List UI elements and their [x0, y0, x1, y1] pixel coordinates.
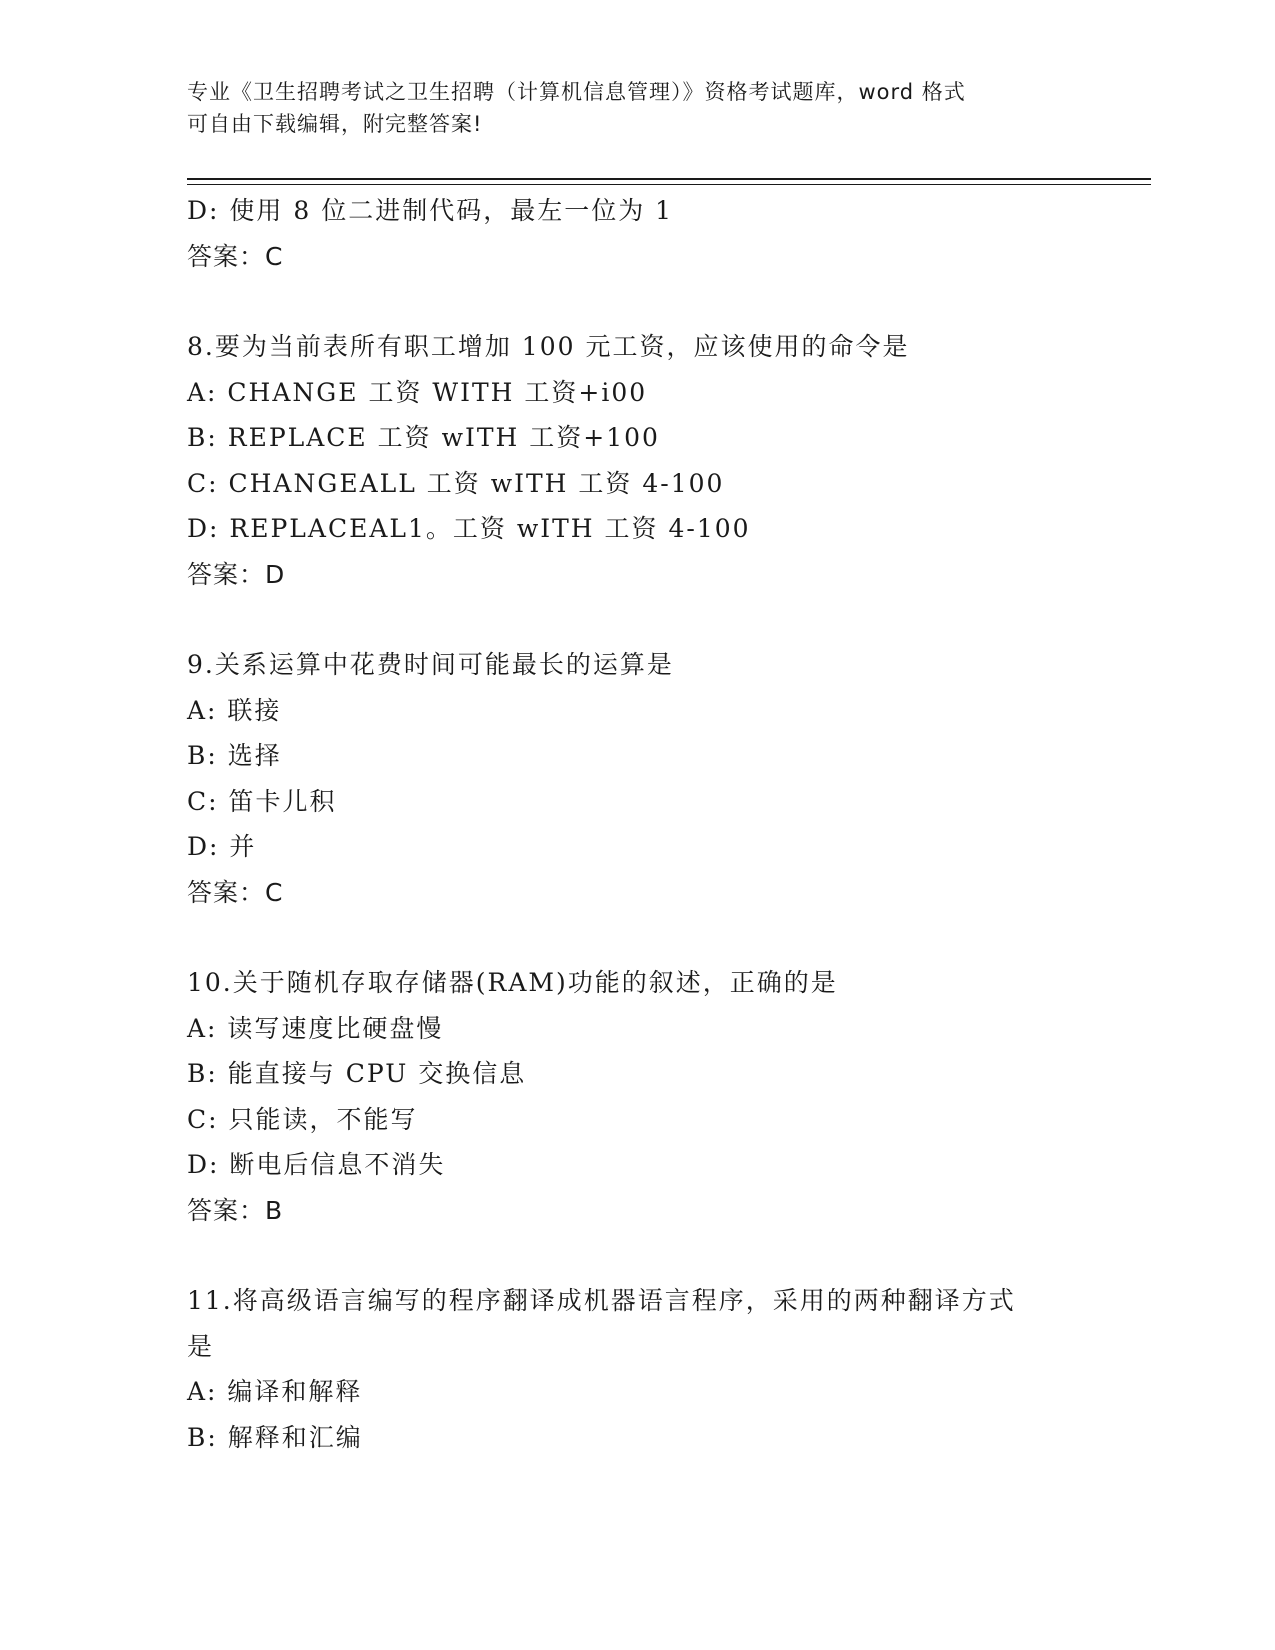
question-stem: 9.关系运算中花费时间可能最长的运算是 — [187, 650, 674, 679]
option-b: B: 选择 — [187, 741, 282, 770]
option-b: B: REPLACE 工资 wITH 工资+100 — [187, 423, 660, 452]
question-8 — [187, 324, 1087, 597]
question-stem-line-1: 11.将高级语言编写的程序翻译成机器语言程序，采用的两种翻译方式 — [187, 1286, 1016, 1315]
option-c: C: CHANGEALL 工资 wITH 工资 4-100 — [187, 468, 725, 498]
option-a: A: 联接 — [187, 695, 282, 725]
option-b: B: 解释和汇编 — [187, 1422, 363, 1452]
question-stem: 8.要为当前表所有职工增加 100 元工资，应该使用的命令是 — [187, 332, 910, 361]
header-divider-thick — [187, 178, 1151, 180]
question-stem: 10.关于随机存取存储器(RAM)功能的叙述，正确的是 — [187, 968, 838, 997]
option-d: D: 断电后信息不消失 — [187, 1150, 446, 1179]
question-9 — [187, 642, 1087, 915]
option-a: A: CHANGE 工资 WITH 工资+i00 — [187, 377, 648, 407]
question-stem-line-2: 是 — [187, 1331, 215, 1361]
option-c: C: 笛卡儿积 — [187, 786, 337, 816]
option-c: C: 只能读，不能写 — [187, 1104, 418, 1134]
spacer — [187, 597, 1087, 642]
question-list — [187, 188, 1087, 1460]
spacer — [187, 915, 1087, 960]
question-10 — [187, 960, 1087, 1233]
spacer — [187, 1233, 1087, 1278]
question-11 — [187, 1278, 1087, 1460]
option-d: D: 并 — [187, 832, 257, 861]
spacer — [187, 279, 1087, 324]
option-a: A: 编译和解释 — [187, 1377, 363, 1406]
option-a: A: 读写速度比硬盘慢 — [187, 1013, 444, 1043]
option-d: D: REPLACEAL1。工资 wITH 工资 4-100 — [187, 514, 751, 543]
answer-line: 答案：B — [187, 1195, 284, 1225]
header-title-line-2: 可自由下载编辑，附完整答案! — [187, 112, 483, 136]
option-b: B: 能直接与 CPU 交换信息 — [187, 1059, 527, 1088]
answer-line: 答案：C — [187, 877, 284, 907]
header-divider-thin — [187, 184, 1151, 185]
header-title-line-1: 专业《卫生招聘考试之卫生招聘（计算机信息管理）》资格考试题库，word 格式 — [187, 80, 966, 104]
option-d: D: 使用 8 位二进制代码，最左一位为 1 — [187, 196, 674, 225]
page-header — [187, 76, 1067, 140]
answer-line: 答案：D — [187, 559, 286, 589]
answer-line: 答案：C — [187, 241, 284, 271]
